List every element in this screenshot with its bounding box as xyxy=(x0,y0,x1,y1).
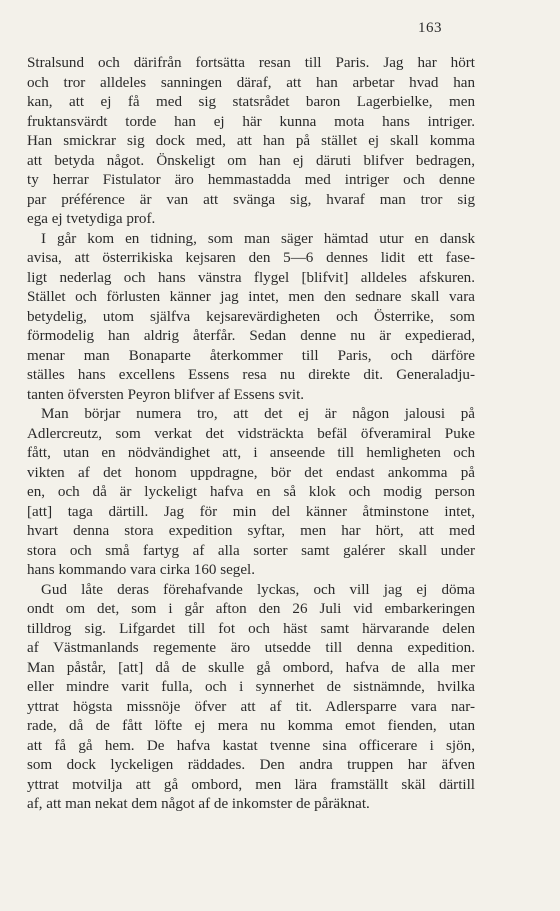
text-line: I går kom en tidning, som man säger hämtad utur en dansk xyxy=(41,230,475,247)
text-line: af, att man nekat dem något af de inkomster de påräknat. xyxy=(27,796,370,812)
text-line: af Västmanlands regemente äro utsedde till denna expedition. xyxy=(27,640,475,656)
text-line: tanten öfversten Peyron blifver af Essens svit. xyxy=(27,386,305,403)
text-line: eller mindre varit fulla, och i synnerhet de sistnämnde, hvilka xyxy=(27,679,475,695)
text-line: och tror alldeles sanningen däraf, att han arbetar hvad han xyxy=(27,74,475,91)
text-line: avisa, att österrikiska kejsaren den 5—6 dennes lidit ett fase- xyxy=(27,250,475,266)
text-line: att betyda något. Önskeligt om han ej däruti blifver bedragen, xyxy=(27,152,475,169)
paragraph xyxy=(27,230,475,406)
text-line: par préférence är van att svänga sig, hvaraf man tror sig xyxy=(27,191,475,208)
text-line: som dock lyckeligen räddades. Den andra truppen har äfven xyxy=(27,757,475,773)
text-line: ty herrar Fistulator äro hemmastadda med intriger och denne xyxy=(27,172,475,188)
text-line: rade, då de fått löfte ej mera nu komma emot fienden, utan xyxy=(27,718,475,734)
paragraph xyxy=(27,54,475,230)
text-line: tilldrog sig. Lifgardet till fot och häst samt härvarande delen xyxy=(27,620,475,637)
text-line: ega ej tvetydiga prof. xyxy=(27,211,156,227)
text-line: en, och då är lyckeligt hafva en så klok och modig person xyxy=(27,484,475,500)
text-line: Adlercreutz, som verkat det vidsträckta befäl öfveramiral Puke xyxy=(27,425,475,442)
text-line: menar man Bonaparte återkommer till Paris, och därföre xyxy=(27,347,475,364)
text-line: fått, utan en nödvändighet att, i anseende till hemligheten och xyxy=(27,445,475,461)
text-line: Gud låte deras förehafvande lyckas, och vill jag ej döma xyxy=(41,581,475,598)
text-line: yttrat högsta missnöje öfver att af tit. Adlersparre vara nar- xyxy=(27,698,475,715)
text-line: vikten af det honom uppdragne, bör det endast ankomma på xyxy=(27,464,475,481)
body-text xyxy=(27,54,475,815)
paragraph xyxy=(27,581,475,815)
text-line: Stralsund och därifrån fortsätta resan till Paris. Jag har hört xyxy=(27,55,475,71)
text-line: hvart denna stora expedition syftar, men har hört, att med xyxy=(27,523,475,539)
text-line: betydelig, utom själfva kejsarevärdigheten och Österrike, som xyxy=(27,308,475,325)
paragraph xyxy=(27,405,475,581)
text-line: ondt om det, som i går afton den 26 Juli vid embarkeringen xyxy=(27,601,475,617)
text-line: yttrat motvilja att gå ombord, men lära framställt skäl därtill xyxy=(27,776,475,793)
text-line: Stället och förlusten känner jag intet, men den sednare skall vara xyxy=(27,289,475,305)
text-line: stora och små fartyg af alla sorter samt galérer skall under xyxy=(27,542,475,559)
text-line: Man börjar numera tro, att det ej är någon jalousi på xyxy=(41,406,475,422)
text-line: kan, att ej få med sig statsrådet baron Lagerbielke, men xyxy=(27,94,475,110)
text-line: Man påstår, [att] då de skulle gå ombord, hafva de alla mer xyxy=(27,659,475,676)
text-line: [att] taga därtill. Jag för min del känner åtminstone intet, xyxy=(27,503,475,520)
text-line: förmodelig han aldrig återfår. Sedan denne nu är expedierad, xyxy=(27,328,475,344)
text-line: Han smickrar sig dock med, att han på stället ej skall komma xyxy=(27,133,475,149)
text-line: hans kommando vara cirka 160 segel. xyxy=(27,562,256,578)
text-line: att få gå hem. De hafva kastat tvenne sina officerare i sjön, xyxy=(27,737,475,754)
text-line: ställes hans excellens Essens resa nu direkte dit. Generaladju- xyxy=(27,367,475,383)
text-line: fruktansvärdt torde han ej här kunna mota hans intriger. xyxy=(27,113,475,130)
text-line: ligt nederlag och hans vänstra flygel [blifvit] alldeles afskuren. xyxy=(27,269,475,286)
page-number: 163 xyxy=(418,20,442,36)
